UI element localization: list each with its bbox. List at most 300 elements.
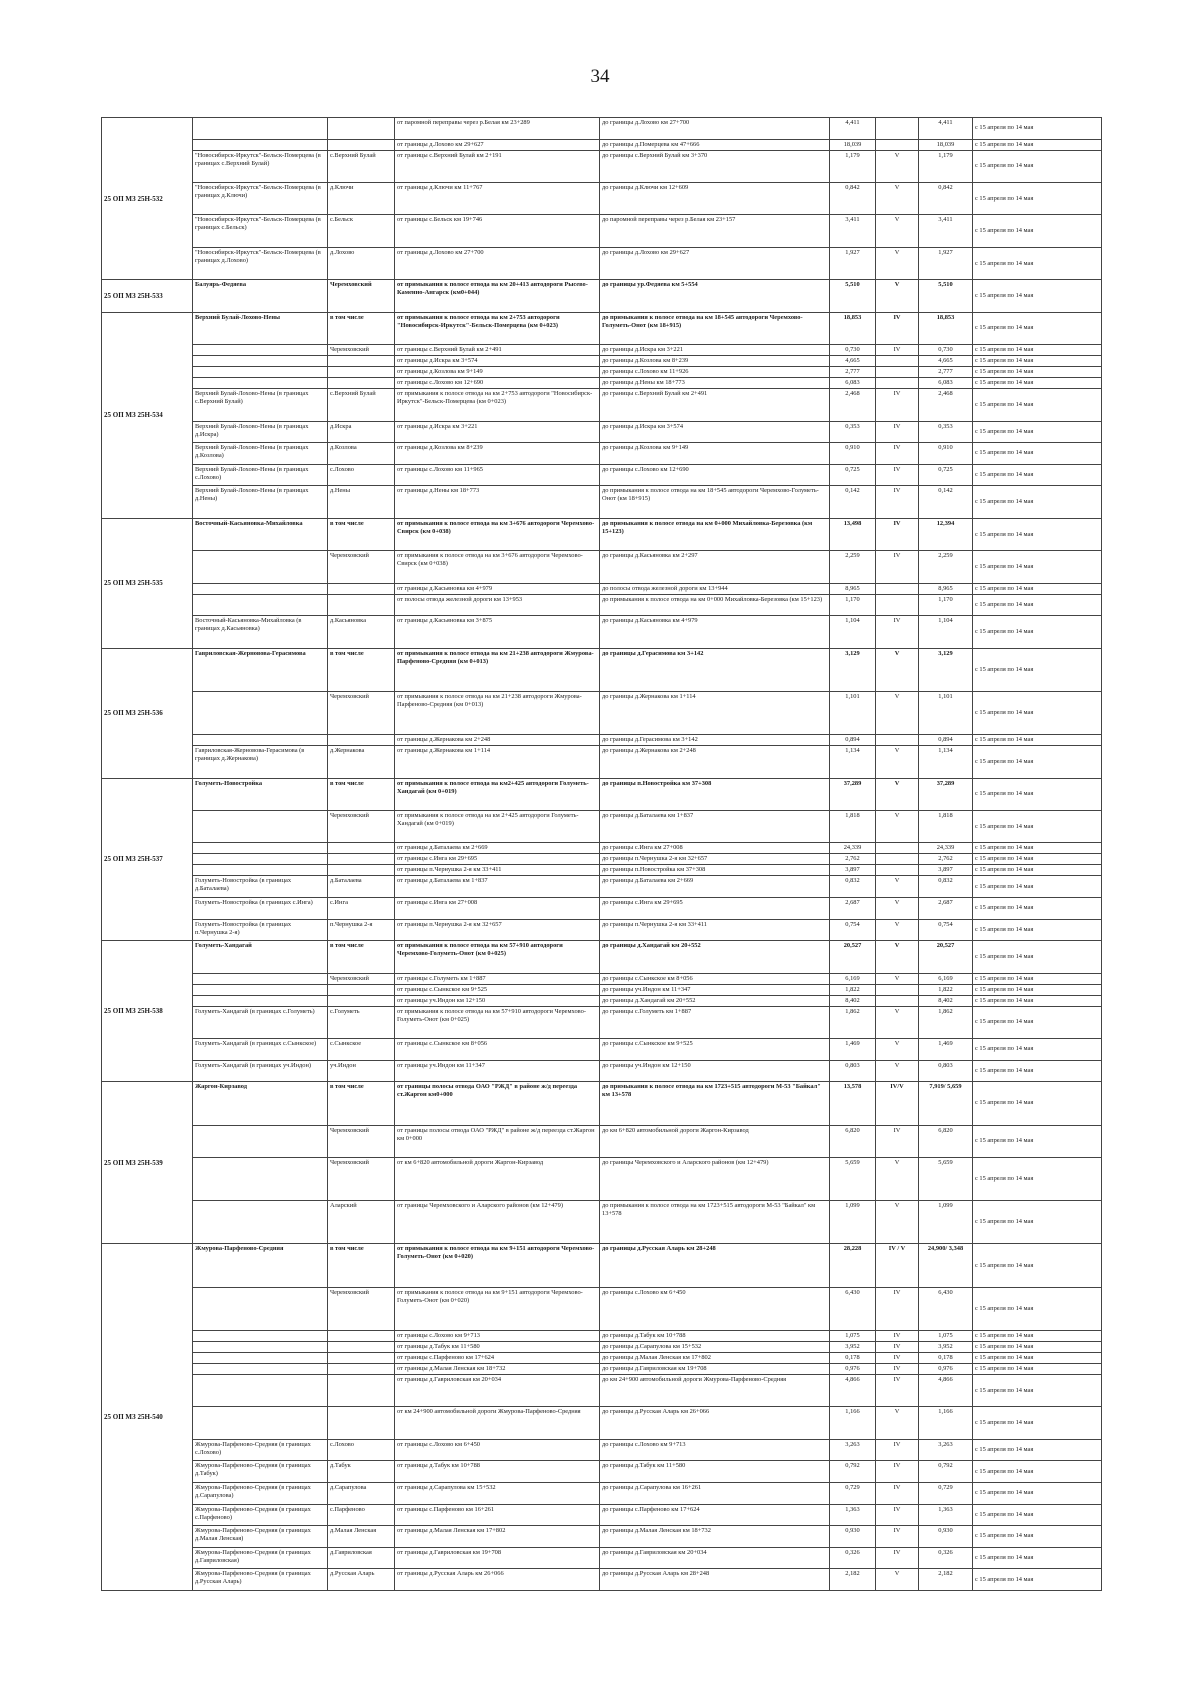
length-cell: 1,469 bbox=[830, 1039, 876, 1061]
category-cell bbox=[876, 367, 919, 378]
to-cell: до границы д.Русская Аларь км 28+248 bbox=[600, 1569, 830, 1591]
to-cell: до границы с.Верхний Булай км 3+370 bbox=[600, 150, 830, 182]
road-name-cell: Голуметь-Новостройка (в границах с.Инга) bbox=[193, 898, 328, 920]
restriction-period-cell: с 15 апреля по 14 мая bbox=[973, 367, 1102, 378]
road-name-cell bbox=[193, 1125, 328, 1157]
restriction-period-cell: с 15 апреля по 14 мая bbox=[973, 1374, 1102, 1406]
restriction-period-cell: с 15 апреля по 14 мая bbox=[973, 1330, 1102, 1341]
length-cell: 18,853 bbox=[830, 312, 876, 344]
category-cell: V bbox=[876, 811, 919, 843]
length-cell: 37,289 bbox=[830, 778, 876, 810]
road-name-cell bbox=[193, 583, 328, 594]
table-row bbox=[102, 1039, 1102, 1061]
district-cell: д.Ключи bbox=[328, 183, 395, 215]
from-cell: от границы д.Нены км 18+773 bbox=[395, 486, 600, 518]
restricted-length-cell: 6,169 bbox=[919, 973, 973, 984]
category-cell bbox=[876, 594, 919, 616]
from-cell: от примыкания к полосе отвода на км 9+151 автодороги Черемхово-Голуметь-Онот (км 0+020) bbox=[395, 1287, 600, 1330]
to-cell: до паромной переправы через р.Белая км 23+157 bbox=[600, 215, 830, 247]
table-row bbox=[102, 919, 1102, 941]
to-cell: до границы с.Лохово км 12+690 bbox=[600, 464, 830, 486]
table-row bbox=[102, 367, 1102, 378]
road-name-cell: Верхний Булай-Лохово-Нены (в границах д.Козлова) bbox=[193, 443, 328, 465]
table-row bbox=[102, 843, 1102, 854]
restricted-length-cell: 0,792 bbox=[919, 1461, 973, 1483]
restricted-length-cell: 1,818 bbox=[919, 811, 973, 843]
restricted-length-cell: 2,182 bbox=[919, 1569, 973, 1591]
district-cell bbox=[328, 594, 395, 616]
district-cell: уч.Индон bbox=[328, 1060, 395, 1082]
table-row bbox=[102, 1352, 1102, 1363]
from-cell: от границы д.Искра км 3+574 bbox=[395, 356, 600, 367]
restricted-length-cell: 0,142 bbox=[919, 486, 973, 518]
to-cell: до границы д.Касьяновка км 4+979 bbox=[600, 616, 830, 648]
road-name-cell bbox=[193, 865, 328, 876]
category-cell: V bbox=[876, 247, 919, 279]
from-cell: от границы с.Инга км 29+695 bbox=[395, 854, 600, 865]
restricted-length-cell: 2,259 bbox=[919, 551, 973, 583]
district-cell: с.Парфеново bbox=[328, 1504, 395, 1526]
restricted-length-cell: 1,363 bbox=[919, 1504, 973, 1526]
length-cell: 28,228 bbox=[830, 1244, 876, 1287]
restriction-period-cell: с 15 апреля по 14 мая bbox=[973, 1039, 1102, 1061]
restriction-period-cell: с 15 апреля по 14 мая bbox=[973, 1407, 1102, 1439]
to-cell: до границы д.Померцева км 47+666 bbox=[600, 139, 830, 150]
road-name-cell bbox=[193, 1201, 328, 1244]
table-row bbox=[102, 280, 1102, 312]
from-cell: от границы с.Парфеново км 16+261 bbox=[395, 1504, 600, 1526]
length-cell: 3,129 bbox=[830, 648, 876, 691]
length-cell: 24,339 bbox=[830, 843, 876, 854]
to-cell: до границы с.Сынкское км 9+525 bbox=[600, 1039, 830, 1061]
restricted-length-cell: 37,289 bbox=[919, 778, 973, 810]
category-cell: V bbox=[876, 876, 919, 898]
category-cell: V bbox=[876, 1039, 919, 1061]
from-cell: от границы с.Сынкское км 9+525 bbox=[395, 984, 600, 995]
to-cell: до границы с.Лохово км 6+450 bbox=[600, 1287, 830, 1330]
district-cell: д.Жернакова bbox=[328, 746, 395, 778]
category-cell: V bbox=[876, 648, 919, 691]
restriction-period-cell: с 15 апреля по 14 мая bbox=[973, 1352, 1102, 1363]
restricted-length-cell: 1,927 bbox=[919, 247, 973, 279]
to-cell: до полосы отвода железной дороги км 13+944 bbox=[600, 583, 830, 594]
length-cell: 13,578 bbox=[830, 1082, 876, 1125]
length-cell: 2,468 bbox=[830, 389, 876, 421]
length-cell: 4,866 bbox=[830, 1374, 876, 1406]
to-cell: до границы д.Нены км 18+773 bbox=[600, 378, 830, 389]
restriction-period-cell: с 15 апреля по 14 мая bbox=[973, 378, 1102, 389]
length-cell: 6,820 bbox=[830, 1125, 876, 1157]
restricted-length-cell: 1,075 bbox=[919, 1330, 973, 1341]
category-cell: IV bbox=[876, 616, 919, 648]
table-row bbox=[102, 616, 1102, 648]
restriction-period-cell: с 15 апреля по 14 мая bbox=[973, 778, 1102, 810]
restricted-length-cell: 2,777 bbox=[919, 367, 973, 378]
category-cell: IV bbox=[876, 1363, 919, 1374]
to-cell: до границы д.Сарапулова км 15+532 bbox=[600, 1341, 830, 1352]
road-name-cell bbox=[193, 984, 328, 995]
category-cell: IV bbox=[876, 486, 919, 518]
table-row bbox=[102, 1330, 1102, 1341]
road-name-cell bbox=[193, 1330, 328, 1341]
restricted-length-cell: 0,729 bbox=[919, 1482, 973, 1504]
to-cell: до границы д.Малая Ленская км 18+732 bbox=[600, 1526, 830, 1548]
district-cell: Аларский bbox=[328, 1201, 395, 1244]
road-code-cell: 25 ОП МЗ 25Н-533 bbox=[102, 280, 193, 312]
table-row bbox=[102, 247, 1102, 279]
category-cell: IV/V bbox=[876, 1082, 919, 1125]
length-cell: 2,777 bbox=[830, 367, 876, 378]
restriction-period-cell: с 15 апреля по 14 мая bbox=[973, 1157, 1102, 1200]
restricted-length-cell: 1,822 bbox=[919, 984, 973, 995]
category-cell: IV bbox=[876, 1341, 919, 1352]
road-name-cell: Гавриловская-Жерновова-Герасимова (в границах д.Жернакова) bbox=[193, 746, 328, 778]
to-cell: до границы д.Русская Аларь км 28+248 bbox=[600, 1244, 830, 1287]
restricted-length-cell: 0,725 bbox=[919, 464, 973, 486]
district-cell bbox=[328, 139, 395, 150]
restriction-period-cell: с 15 апреля по 14 мая bbox=[973, 443, 1102, 465]
road-name-cell bbox=[193, 995, 328, 1006]
restriction-period-cell: с 15 апреля по 14 мая bbox=[973, 941, 1102, 973]
from-cell: от границы Черемховского и Аларского районов (км 12+479) bbox=[395, 1201, 600, 1244]
district-cell bbox=[328, 984, 395, 995]
district-cell: в том числе bbox=[328, 1082, 395, 1125]
table-row bbox=[102, 1363, 1102, 1374]
restricted-length-cell: 0,803 bbox=[919, 1060, 973, 1082]
to-cell: до границы д.Жернакова км 2+248 bbox=[600, 746, 830, 778]
district-cell: д.Малая Ленская bbox=[328, 1526, 395, 1548]
restriction-period-cell: с 15 апреля по 14 мая bbox=[973, 1125, 1102, 1157]
restricted-length-cell: 0,930 bbox=[919, 1526, 973, 1548]
district-cell: Черемховский bbox=[328, 691, 395, 734]
from-cell: от границы д.Козлова км 9+149 bbox=[395, 367, 600, 378]
from-cell: от примыкания к полосе отвода на км 3+676 автодороги Черемхово-Свирск (км 0+038) bbox=[395, 551, 600, 583]
length-cell: 2,762 bbox=[830, 854, 876, 865]
restriction-period-cell: с 15 апреля по 14 мая bbox=[973, 486, 1102, 518]
from-cell: от границы д.Лохово км 27+700 bbox=[395, 247, 600, 279]
restricted-length-cell: 0,910 bbox=[919, 443, 973, 465]
category-cell bbox=[876, 118, 919, 140]
restriction-period-cell: с 15 апреля по 14 мая bbox=[973, 139, 1102, 150]
table-row bbox=[102, 1461, 1102, 1483]
restricted-length-cell: 2,687 bbox=[919, 898, 973, 920]
restriction-period-cell: с 15 апреля по 14 мая bbox=[973, 345, 1102, 356]
length-cell: 0,792 bbox=[830, 1461, 876, 1483]
to-cell: до границы д.Ключи км 12+609 bbox=[600, 183, 830, 215]
restricted-length-cell: 0,894 bbox=[919, 735, 973, 746]
category-cell: V bbox=[876, 1157, 919, 1200]
from-cell: от границы с.Сынкское км 8+056 bbox=[395, 1039, 600, 1061]
road-name-cell bbox=[193, 1352, 328, 1363]
category-cell: V bbox=[876, 183, 919, 215]
length-cell: 5,659 bbox=[830, 1157, 876, 1200]
restricted-length-cell: 1,134 bbox=[919, 746, 973, 778]
from-cell: от границы д.Касьяновка км 4+979 bbox=[395, 583, 600, 594]
length-cell: 8,402 bbox=[830, 995, 876, 1006]
from-cell: от примыкания к полосе отвода на км2+425 автодороги Голуметь-Хандагай (км 0+019) bbox=[395, 778, 600, 810]
restriction-period-cell: с 15 апреля по 14 мая bbox=[973, 973, 1102, 984]
road-name-cell bbox=[193, 118, 328, 140]
restricted-length-cell: 1,101 bbox=[919, 691, 973, 734]
from-cell: от примыкания к полосе отвода на км 20+413 автодороги Рысево-Каменно-Ангарск (км0+044) bbox=[395, 280, 600, 312]
road-name-cell bbox=[193, 1374, 328, 1406]
to-cell: до границы Черемховского и Аларского районов (км 12+479) bbox=[600, 1157, 830, 1200]
length-cell: 1,179 bbox=[830, 150, 876, 182]
to-cell: до границы д.Гавриловская км 19+708 bbox=[600, 1363, 830, 1374]
road-name-cell bbox=[193, 551, 328, 583]
from-cell: от границы с.Лохово км 6+450 bbox=[395, 1439, 600, 1461]
table-row bbox=[102, 183, 1102, 215]
restricted-length-cell: 1,166 bbox=[919, 1407, 973, 1439]
road-name-cell: Голуметь-Новостройка (в границах д.Баталаева) bbox=[193, 876, 328, 898]
district-cell bbox=[328, 854, 395, 865]
table-row bbox=[102, 735, 1102, 746]
restricted-length-cell: 3,411 bbox=[919, 215, 973, 247]
to-cell: до границы д.Герасимова км 3+142 bbox=[600, 735, 830, 746]
to-cell: до примыкания к полосе отвода на км 0+000 Михайловка-Березовка (км 15+123) bbox=[600, 518, 830, 550]
table-row bbox=[102, 421, 1102, 443]
to-cell: до границы п.Чернушка 2-я км 32+657 bbox=[600, 854, 830, 865]
restriction-period-cell: с 15 апреля по 14 мая bbox=[973, 691, 1102, 734]
restricted-length-cell: 1,469 bbox=[919, 1039, 973, 1061]
length-cell: 0,842 bbox=[830, 183, 876, 215]
road-code-cell: 25 ОП МЗ 25Н-535 bbox=[102, 518, 193, 648]
to-cell: до границы уч.Индон км 12+150 bbox=[600, 1060, 830, 1082]
from-cell: от границы уч.Индон км 12+150 bbox=[395, 995, 600, 1006]
district-cell bbox=[328, 356, 395, 367]
restriction-period-cell: с 15 апреля по 14 мая bbox=[973, 464, 1102, 486]
district-cell: п.Чернушка 2-я bbox=[328, 919, 395, 941]
district-cell: Черемховский bbox=[328, 811, 395, 843]
table-row bbox=[102, 1547, 1102, 1569]
to-cell: до км 6+820 автомобильной дороги Жаргон-Кирзавод bbox=[600, 1125, 830, 1157]
table-row bbox=[102, 973, 1102, 984]
table-row bbox=[102, 854, 1102, 865]
restriction-period-cell: с 15 апреля по 14 мая bbox=[973, 312, 1102, 344]
to-cell: до границы с.Инга км 29+695 bbox=[600, 898, 830, 920]
road-name-cell: Гавриловская-Жерновова-Герасимова bbox=[193, 648, 328, 691]
category-cell: IV bbox=[876, 1125, 919, 1157]
roads-table-body bbox=[102, 118, 1102, 1591]
from-cell: от границы с.Лохово км 9+713 bbox=[395, 1330, 600, 1341]
restricted-length-cell: 6,430 bbox=[919, 1287, 973, 1330]
restriction-period-cell: с 15 апреля по 14 мая bbox=[973, 865, 1102, 876]
district-cell: Черемховский bbox=[328, 1287, 395, 1330]
category-cell bbox=[876, 854, 919, 865]
to-cell: до границы п.Новостройка км 37+308 bbox=[600, 865, 830, 876]
to-cell: до примыкания к полосе отвода на км 18+545 автодороги Черемхово-Голуметь-Онот (км 18+915) bbox=[600, 312, 830, 344]
from-cell: от границы полосы отвода ОАО "РЖД" в районе ж/д переезда ст.Жаргон км0+000 bbox=[395, 1082, 600, 1125]
district-cell: в том числе bbox=[328, 941, 395, 973]
length-cell: 2,687 bbox=[830, 898, 876, 920]
restricted-length-cell: 2,468 bbox=[919, 389, 973, 421]
restriction-period-cell: с 15 апреля по 14 мая bbox=[973, 1363, 1102, 1374]
to-cell: до границы д.Хандагай км 20+552 bbox=[600, 941, 830, 973]
road-name-cell: Восточный-Касьяновка-Михайловка (в границах д.Касьяновка) bbox=[193, 616, 328, 648]
from-cell: от примыкания к полосе отвода на км 2+425 автодороги Голуметь-Хандагай (км 0+019) bbox=[395, 811, 600, 843]
table-row bbox=[102, 778, 1102, 810]
district-cell: Черемховский bbox=[328, 280, 395, 312]
district-cell: д.Козлова bbox=[328, 443, 395, 465]
category-cell: IV bbox=[876, 464, 919, 486]
table-row bbox=[102, 898, 1102, 920]
to-cell: до границы с.Парфеново км 17+624 bbox=[600, 1504, 830, 1526]
from-cell: от примыкания к полосе отвода на км 21+238 автодороги Жмурова-Парфеново-Средняя (км 0+013) bbox=[395, 648, 600, 691]
road-name-cell: Голуметь-Хандагай (в границах уч.Индон) bbox=[193, 1060, 328, 1082]
category-cell: V bbox=[876, 1407, 919, 1439]
from-cell: от границы д.Сарапулова км 15+532 bbox=[395, 1482, 600, 1504]
table-row bbox=[102, 1504, 1102, 1526]
table-row bbox=[102, 1439, 1102, 1461]
restriction-period-cell: с 15 апреля по 14 мая bbox=[973, 1547, 1102, 1569]
from-cell: от границы д.Ключи км 11+767 bbox=[395, 183, 600, 215]
restriction-period-cell: с 15 апреля по 14 мая bbox=[973, 876, 1102, 898]
length-cell: 6,169 bbox=[830, 973, 876, 984]
from-cell: от границы с.Верхний Булай км 2+191 bbox=[395, 150, 600, 182]
to-cell: до границы д.Жернакова км 1+114 bbox=[600, 691, 830, 734]
length-cell: 0,832 bbox=[830, 876, 876, 898]
road-name-cell bbox=[193, 378, 328, 389]
restricted-length-cell: 0,832 bbox=[919, 876, 973, 898]
to-cell: до границы с.Лохово км 11+926 bbox=[600, 367, 830, 378]
category-cell bbox=[876, 356, 919, 367]
road-code-cell: 25 ОП МЗ 25Н-536 bbox=[102, 648, 193, 778]
length-cell: 0,894 bbox=[830, 735, 876, 746]
restricted-length-cell: 20,527 bbox=[919, 941, 973, 973]
length-cell: 3,952 bbox=[830, 1341, 876, 1352]
length-cell: 6,430 bbox=[830, 1287, 876, 1330]
length-cell: 1,075 bbox=[830, 1330, 876, 1341]
restricted-length-cell: 0,353 bbox=[919, 421, 973, 443]
category-cell bbox=[876, 843, 919, 854]
table-row bbox=[102, 1287, 1102, 1330]
road-name-cell: Восточный-Касьяновка-Михайловка bbox=[193, 518, 328, 550]
district-cell bbox=[328, 995, 395, 1006]
from-cell: от границы с.Лохово км 12+690 bbox=[395, 378, 600, 389]
road-name-cell: Верхний Булай-Лохово-Нены (в границах д.Искра) bbox=[193, 421, 328, 443]
length-cell: 13,498 bbox=[830, 518, 876, 550]
table-row bbox=[102, 1407, 1102, 1439]
to-cell: до границы с.Голуметь км 1+887 bbox=[600, 1006, 830, 1038]
length-cell: 1,862 bbox=[830, 1006, 876, 1038]
from-cell: от границы д.Искра км 3+221 bbox=[395, 421, 600, 443]
restricted-length-cell: 24,339 bbox=[919, 843, 973, 854]
restriction-period-cell: с 15 апреля по 14 мая bbox=[973, 919, 1102, 941]
table-row bbox=[102, 1244, 1102, 1287]
to-cell: до границы д.Искра км 3+221 bbox=[600, 345, 830, 356]
length-cell: 6,083 bbox=[830, 378, 876, 389]
from-cell: от границы д.Гавриловская км 19+708 bbox=[395, 1547, 600, 1569]
table-row bbox=[102, 691, 1102, 734]
length-cell: 0,910 bbox=[830, 443, 876, 465]
category-cell bbox=[876, 995, 919, 1006]
from-cell: от полосы отвода железной дороги км 13+953 bbox=[395, 594, 600, 616]
from-cell: от границы с.Голуметь км 1+887 bbox=[395, 973, 600, 984]
restriction-period-cell: с 15 апреля по 14 мая bbox=[973, 356, 1102, 367]
to-cell: до границы д.Гавриловская км 20+034 bbox=[600, 1547, 830, 1569]
category-cell: V bbox=[876, 941, 919, 973]
table-row bbox=[102, 1157, 1102, 1200]
to-cell: до границы д.Лохово км 29+627 bbox=[600, 247, 830, 279]
category-cell: IV bbox=[876, 1526, 919, 1548]
district-cell bbox=[328, 1407, 395, 1439]
length-cell: 3,411 bbox=[830, 215, 876, 247]
restriction-period-cell: с 15 апреля по 14 мая bbox=[973, 389, 1102, 421]
to-cell: до границы с.Сынкское км 8+056 bbox=[600, 973, 830, 984]
road-name-cell bbox=[193, 139, 328, 150]
restricted-length-cell: 6,083 bbox=[919, 378, 973, 389]
restricted-length-cell: 4,411 bbox=[919, 118, 973, 140]
from-cell: от границы д.Баталаева км 1+837 bbox=[395, 876, 600, 898]
table-row bbox=[102, 139, 1102, 150]
table-row bbox=[102, 594, 1102, 616]
category-cell: V bbox=[876, 973, 919, 984]
road-name-cell: "Новосибирск-Иркутск"-Бельск-Померцева (в границах с.Верхний Булай) bbox=[193, 150, 328, 182]
road-name-cell bbox=[193, 843, 328, 854]
length-cell: 4,411 bbox=[830, 118, 876, 140]
table-row bbox=[102, 1374, 1102, 1406]
to-cell: до границы уч.Индон км 11+347 bbox=[600, 984, 830, 995]
restriction-period-cell: с 15 апреля по 14 мая bbox=[973, 183, 1102, 215]
road-name-cell: "Новосибирск-Иркутск"-Бельск-Померцева (в границах д.Ключи) bbox=[193, 183, 328, 215]
district-cell bbox=[328, 118, 395, 140]
from-cell: от границы д.Русская Аларь км 26+066 bbox=[395, 1569, 600, 1591]
restricted-length-cell: 3,952 bbox=[919, 1341, 973, 1352]
category-cell: V bbox=[876, 1060, 919, 1082]
restricted-length-cell: 18,039 bbox=[919, 139, 973, 150]
from-cell: от границы д.Малая Ленская км 18+732 bbox=[395, 1363, 600, 1374]
from-cell: от границы с.Парфеново км 17+624 bbox=[395, 1352, 600, 1363]
restriction-period-cell: с 15 апреля по 14 мая bbox=[973, 1526, 1102, 1548]
from-cell: от границы п.Чернушка 2-я км 32+657 bbox=[395, 919, 600, 941]
from-cell: от границы д.Баталаева км 2+669 bbox=[395, 843, 600, 854]
category-cell bbox=[876, 984, 919, 995]
road-name-cell bbox=[193, 1157, 328, 1200]
length-cell: 2,182 bbox=[830, 1569, 876, 1591]
from-cell: от границы д.Касьяновка км 3+875 bbox=[395, 616, 600, 648]
road-name-cell: Жмурова-Парфеново-Средняя (в границах д.Сарапулова) bbox=[193, 1482, 328, 1504]
restriction-period-cell: с 15 апреля по 14 мая bbox=[973, 215, 1102, 247]
from-cell: от границы с.Инга км 27+008 bbox=[395, 898, 600, 920]
to-cell: до границы д.Герасимова км 3+142 bbox=[600, 648, 830, 691]
from-cell: от примыкания к полосе отвода на км 21+238 автодороги Жмурова-Парфеново-Средняя (км 0+013) bbox=[395, 691, 600, 734]
category-cell: IV bbox=[876, 1352, 919, 1363]
district-cell: с.Инга bbox=[328, 898, 395, 920]
length-cell: 1,822 bbox=[830, 984, 876, 995]
district-cell: Черемховский bbox=[328, 1157, 395, 1200]
category-cell: V bbox=[876, 1201, 919, 1244]
road-name-cell: Голуметь-Новостройка bbox=[193, 778, 328, 810]
district-cell bbox=[328, 583, 395, 594]
to-cell: до км 24+900 автомобильной дороги Жмурова-Парфеново-Средняя bbox=[600, 1374, 830, 1406]
from-cell: от границы с.Бельск км 19+746 bbox=[395, 215, 600, 247]
to-cell: до границы с.Инга км 27+008 bbox=[600, 843, 830, 854]
category-cell: IV bbox=[876, 1287, 919, 1330]
table-row bbox=[102, 150, 1102, 182]
category-cell: IV bbox=[876, 518, 919, 550]
road-name-cell: Балуярь-Федяева bbox=[193, 280, 328, 312]
district-cell: в том числе bbox=[328, 648, 395, 691]
restriction-period-cell: с 15 апреля по 14 мая bbox=[973, 1461, 1102, 1483]
category-cell: V bbox=[876, 150, 919, 182]
restriction-period-cell: с 15 апреля по 14 мая bbox=[973, 594, 1102, 616]
district-cell: в том числе bbox=[328, 312, 395, 344]
from-cell: от примыкания к полосе отвода на км 9+151 автодороги Черемхово-Голуметь-Онот (км 0+020) bbox=[395, 1244, 600, 1287]
table-row bbox=[102, 518, 1102, 550]
category-cell: V bbox=[876, 898, 919, 920]
district-cell: в том числе bbox=[328, 778, 395, 810]
district-cell bbox=[328, 735, 395, 746]
